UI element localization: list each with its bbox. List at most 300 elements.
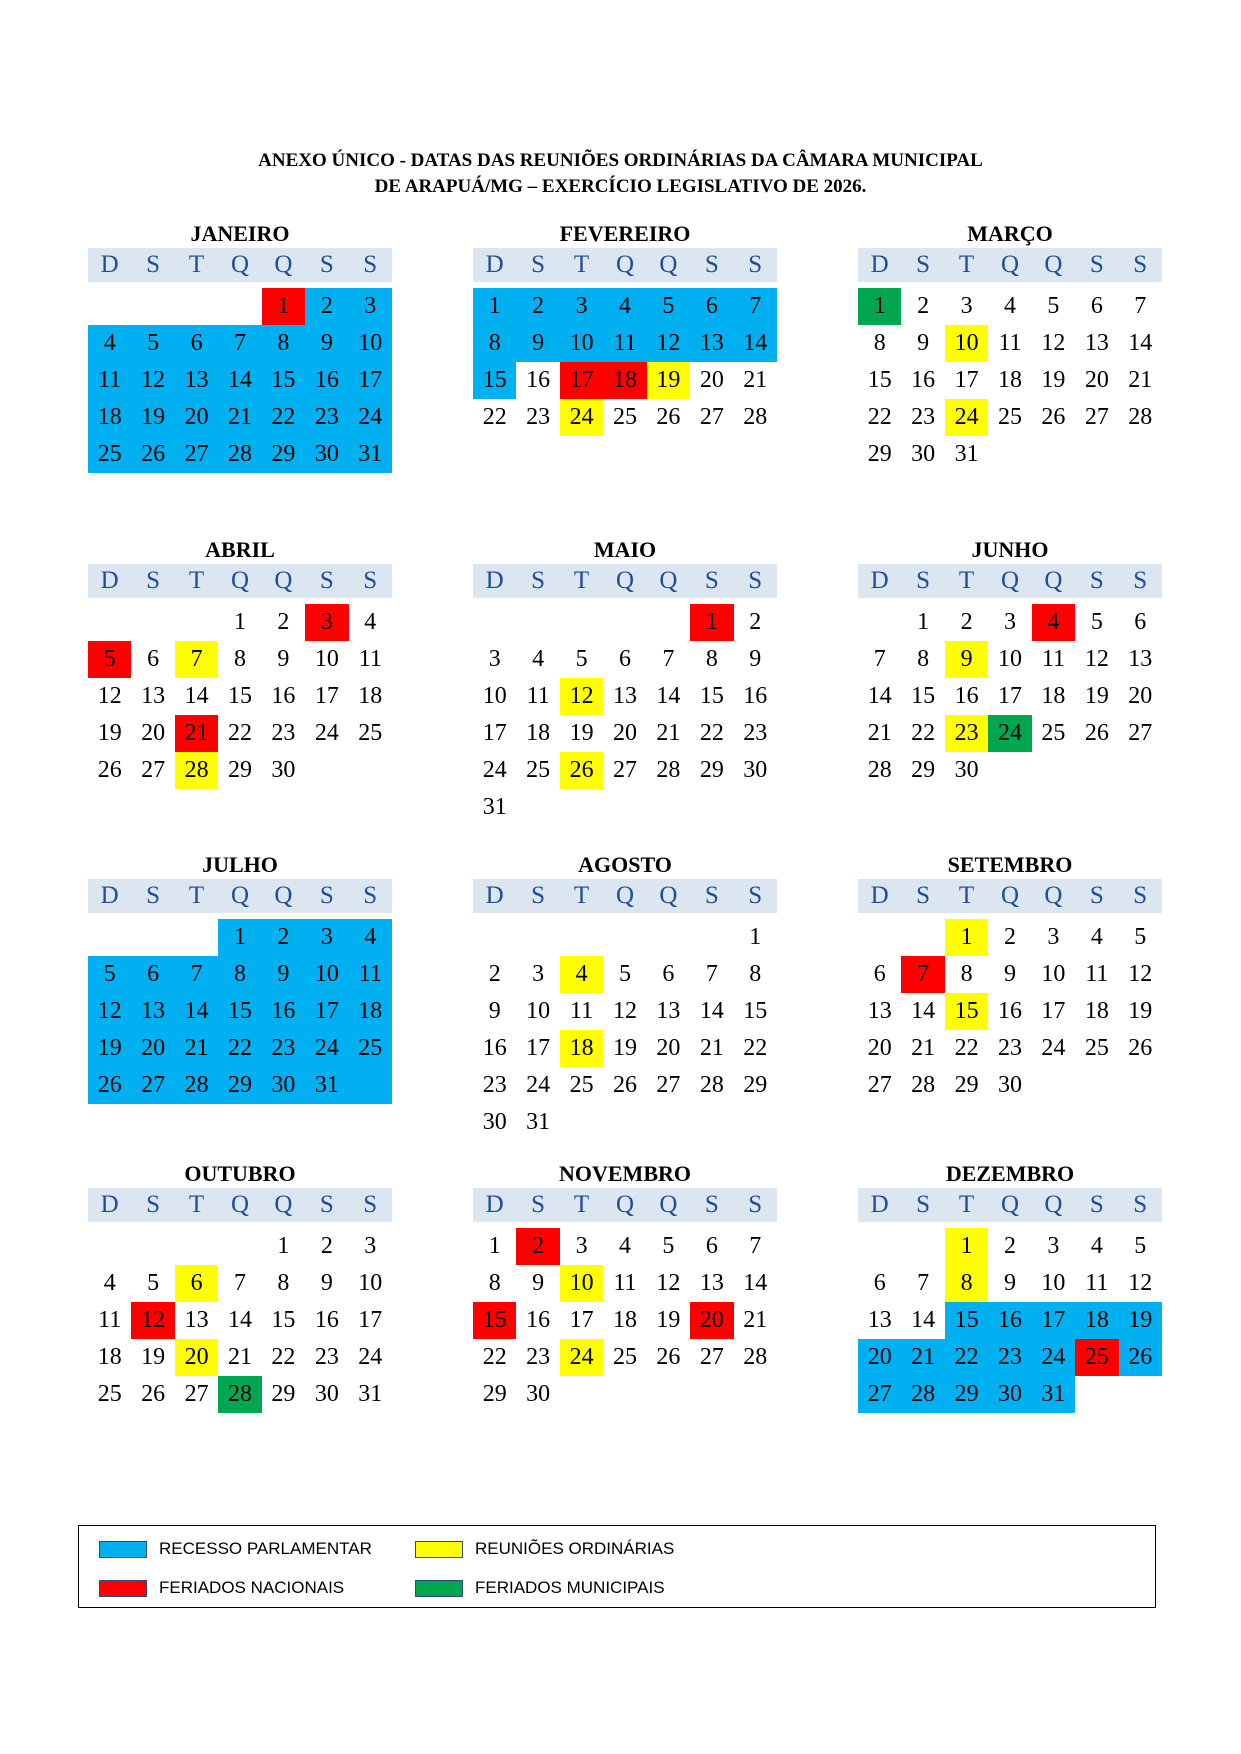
day-cell-recesso: 30 <box>988 1376 1031 1413</box>
day-cell-recesso: 14 <box>734 325 777 362</box>
day-cell-normal: 20 <box>656 1035 681 1061</box>
day-cell-recesso: 29 <box>945 1376 988 1413</box>
legend-swatch-feriado-nacional <box>99 1580 147 1597</box>
day-cell-normal: 2 <box>1003 1233 1016 1259</box>
day-cell-normal: 28 <box>911 1072 936 1098</box>
day-cell-recesso: 6 <box>690 288 733 325</box>
day-cell-normal: 31 <box>482 794 507 820</box>
month-março <box>858 222 1162 492</box>
weekday-header-cell: Q <box>230 251 249 278</box>
day-cell-normal: 20 <box>141 720 166 746</box>
weekday-header <box>88 564 392 598</box>
weekday-header-cell: Q <box>615 882 634 909</box>
day-cell-recesso: 28 <box>175 1067 218 1104</box>
month-setembro <box>858 853 1162 1123</box>
weekday-header-cell: Q <box>230 882 249 909</box>
day-cell-recesso: 31 <box>1032 1376 1075 1413</box>
day-cell-normal: 27 <box>867 1072 892 1098</box>
day-cell-normal: 20 <box>699 367 724 393</box>
day-cell-normal: 6 <box>618 646 631 672</box>
weekday-header <box>88 1188 392 1222</box>
day-cell-normal: 29 <box>743 1072 768 1098</box>
day-cell-recesso: 26 <box>88 1067 131 1104</box>
day-cell-normal: 3 <box>1047 924 1060 950</box>
day-cell-normal: 11 <box>1085 1270 1109 1296</box>
day-cell-normal: 9 <box>1003 1270 1016 1296</box>
day-cell-normal: 21 <box>743 1307 768 1333</box>
day-cell-normal: 25 <box>1084 1035 1109 1061</box>
day-cell-normal: 27 <box>656 1072 681 1098</box>
day-cell-normal: 25 <box>526 757 551 783</box>
day-cell-normal: 6 <box>147 646 160 672</box>
day-cell-feriado-nacional: 1 <box>690 604 733 641</box>
day-cell-normal: 4 <box>103 1270 116 1296</box>
day-cell-normal: 16 <box>997 998 1022 1024</box>
weekday-header <box>88 248 392 282</box>
day-cell-normal: 16 <box>314 1307 339 1333</box>
day-cell-normal: 6 <box>705 1233 718 1259</box>
day-cell-normal: 1 <box>749 924 762 950</box>
day-cell-normal: 19 <box>1084 683 1109 709</box>
day-cell-recesso: 28 <box>218 436 261 473</box>
month-name: JUNHO <box>971 537 1049 562</box>
weekday-header-cell: S <box>146 567 161 594</box>
weekday-header <box>473 1188 777 1222</box>
legend-swatch-reuniao <box>415 1541 463 1558</box>
legend-item-feriado-nacional <box>99 1577 344 1599</box>
day-cell-normal: 26 <box>1128 1035 1153 1061</box>
day-cell-recesso: 12 <box>88 993 131 1030</box>
day-cell-recesso: 7 <box>175 956 218 993</box>
legend-label-recesso: RECESSO PARLAMENTAR <box>159 1539 372 1558</box>
day-cell-recesso: 11 <box>88 362 131 399</box>
day-cell-normal: 17 <box>526 1035 551 1061</box>
day-cell-normal: 18 <box>612 1307 637 1333</box>
day-cell-reuniao: 24 <box>560 1339 603 1376</box>
day-cell-recesso: 4 <box>88 325 131 362</box>
day-cell-normal: 10 <box>997 646 1022 672</box>
day-cell-normal: 11 <box>998 330 1022 356</box>
day-cell-recesso: 27 <box>131 1067 174 1104</box>
day-cell-normal: 17 <box>1041 998 1066 1024</box>
day-cell-normal: 30 <box>911 441 936 467</box>
weekday-header-cell: S <box>748 1191 763 1218</box>
day-cell-normal: 1 <box>233 609 246 635</box>
weekday-header <box>473 248 777 282</box>
month-fevereiro <box>473 222 777 492</box>
day-cell-reuniao: 10 <box>945 325 988 362</box>
day-cell-normal: 24 <box>526 1072 551 1098</box>
weekday-header-cell: Q <box>230 1191 249 1218</box>
day-cell-recesso: 21 <box>175 1030 218 1067</box>
month-name: FEVEREIRO <box>559 221 691 246</box>
weekday-header-cell: S <box>531 567 546 594</box>
day-cell-recesso: 23 <box>988 1339 1031 1376</box>
weekday-header-cell: S <box>1133 1191 1148 1218</box>
day-cell-reuniao: 6 <box>175 1265 218 1302</box>
weekday-header-cell: S <box>146 251 161 278</box>
day-cell-normal: 13 <box>184 1307 209 1333</box>
legend-item-feriado-municipal <box>415 1577 665 1599</box>
legend-label-feriado-nacional: FERIADOS NACIONAIS <box>159 1578 345 1597</box>
day-cell-recesso: 9 <box>305 325 348 362</box>
month-abril <box>88 538 392 808</box>
day-cell-normal: 5 <box>662 1233 675 1259</box>
day-cell-normal: 22 <box>954 1035 979 1061</box>
day-cell-normal: 11 <box>526 683 550 709</box>
day-cell-normal: 10 <box>482 683 507 709</box>
day-cell-normal: 24 <box>482 757 507 783</box>
day-cell-normal: 28 <box>743 404 768 430</box>
day-cell-normal: 9 <box>320 1270 333 1296</box>
day-cell-feriado-nacional: 12 <box>131 1302 174 1339</box>
weekday-header-cell: S <box>363 251 378 278</box>
weekday-header-cell: Q <box>615 567 634 594</box>
day-cell-normal: 5 <box>575 646 588 672</box>
day-cell-normal: 30 <box>997 1072 1022 1098</box>
day-cell-feriado-nacional: 20 <box>690 1302 733 1339</box>
day-cell-normal: 14 <box>867 683 892 709</box>
day-cell-recesso: 5 <box>131 325 174 362</box>
month-maio <box>473 537 777 820</box>
day-cell-normal: 16 <box>911 367 936 393</box>
day-cell-recesso: 17 <box>1032 1302 1075 1339</box>
day-cell-normal: 31 <box>358 1381 383 1407</box>
day-cell-normal: 18 <box>1041 683 1066 709</box>
day-cell-normal: 21 <box>227 1344 252 1370</box>
day-cell-recesso: 12 <box>131 362 174 399</box>
month-dezembro <box>858 1162 1162 1432</box>
day-cell-normal: 29 <box>227 757 252 783</box>
weekday-header-cell: S <box>146 1191 161 1218</box>
day-cell-normal: 1 <box>917 609 930 635</box>
day-cell-normal: 12 <box>656 1270 681 1296</box>
day-cell-normal: 22 <box>911 720 936 746</box>
day-cell-normal: 25 <box>1041 720 1066 746</box>
day-cell-normal: 15 <box>227 683 252 709</box>
day-cell-normal: 21 <box>656 720 681 746</box>
day-cell-normal: 7 <box>1134 293 1147 319</box>
weekday-header-cell: S <box>748 567 763 594</box>
weekday-header-cell: S <box>319 1191 334 1218</box>
day-cell-normal: 30 <box>314 1381 339 1407</box>
day-cell-recesso: 14 <box>175 993 218 1030</box>
day-cell-normal: 2 <box>917 293 930 319</box>
day-cell-recesso: 10 <box>305 956 348 993</box>
weekday-header-cell: D <box>100 567 119 594</box>
day-cell-recesso: 26 <box>1119 1339 1162 1376</box>
legend <box>78 1525 1156 1608</box>
day-cell-reuniao: 26 <box>560 752 603 789</box>
day-cell-normal: 26 <box>97 757 122 783</box>
day-cell-normal: 8 <box>917 646 930 672</box>
day-cell-reuniao: 10 <box>560 1265 603 1302</box>
day-cell-normal: 14 <box>1128 330 1153 356</box>
weekday-header-cell: Q <box>659 882 678 909</box>
day-cell-normal: 27 <box>1084 404 1109 430</box>
day-cell-normal: 26 <box>141 1381 166 1407</box>
weekday-header <box>858 879 1162 913</box>
day-cell-normal: 31 <box>526 1109 551 1135</box>
legend-label-feriado-municipal: FERIADOS MUNICIPAIS <box>475 1578 665 1597</box>
day-cell-normal: 7 <box>873 646 886 672</box>
weekday-header <box>473 879 777 913</box>
day-cell-normal: 24 <box>1041 1035 1066 1061</box>
day-cell-feriado-nacional: 25 <box>1075 1339 1118 1376</box>
day-cell-recesso: 23 <box>262 1030 305 1067</box>
day-cell-normal: 9 <box>277 646 290 672</box>
weekday-header-cell: T <box>958 882 975 909</box>
day-cell-recesso: 3 <box>305 919 348 956</box>
day-cell-normal: 23 <box>911 404 936 430</box>
weekday-header <box>473 564 777 598</box>
weekday-header-cell: D <box>100 1191 119 1218</box>
day-cell-normal: 17 <box>358 1307 383 1333</box>
day-cell-normal: 16 <box>271 683 296 709</box>
month-outubro <box>88 1162 392 1432</box>
day-cell-normal: 10 <box>314 646 339 672</box>
weekday-header-cell: S <box>319 251 334 278</box>
weekday-header-cell: Q <box>230 567 249 594</box>
day-cell-normal: 26 <box>656 404 681 430</box>
day-cell-normal: 5 <box>147 1270 160 1296</box>
day-cell-normal: 3 <box>488 646 501 672</box>
day-cell-recesso: 15 <box>945 1302 988 1339</box>
day-cell-normal: 29 <box>867 441 892 467</box>
day-cell-recesso: 22 <box>945 1339 988 1376</box>
weekday-header-cell: S <box>146 882 161 909</box>
day-cell-reuniao: 24 <box>560 399 603 436</box>
day-cell-normal: 6 <box>1090 293 1103 319</box>
day-cell-normal: 26 <box>1084 720 1109 746</box>
month-name: SETEMBRO <box>947 852 1073 877</box>
day-cell-normal: 6 <box>662 961 675 987</box>
day-cell-recesso: 7 <box>734 288 777 325</box>
weekday-header-cell: S <box>363 567 378 594</box>
day-cell-normal: 28 <box>656 757 681 783</box>
weekday-header-cell: S <box>704 251 719 278</box>
weekday-header-cell: S <box>748 251 763 278</box>
day-cell-normal: 23 <box>482 1072 507 1098</box>
weekday-header-cell: S <box>531 882 546 909</box>
day-cell-normal: 12 <box>1128 961 1153 987</box>
day-cell-recesso: 20 <box>131 1030 174 1067</box>
day-cell-normal: 6 <box>873 1270 886 1296</box>
weekday-header-cell: D <box>485 1191 504 1218</box>
day-cell-normal: 9 <box>917 330 930 356</box>
day-cell-normal: 8 <box>488 1270 501 1296</box>
weekday-header-cell: Q <box>1000 251 1019 278</box>
day-cell-normal: 14 <box>911 1307 936 1333</box>
day-cell-normal: 5 <box>1047 293 1060 319</box>
weekday-header-cell: S <box>748 882 763 909</box>
day-cell-recesso: 23 <box>305 399 348 436</box>
title-line-2: DE ARAPUÁ/MG – EXERCÍCIO LEGISLATIVO DE 2026. <box>374 176 867 197</box>
day-cell-normal: 8 <box>873 330 886 356</box>
day-cell-normal: 8 <box>960 961 973 987</box>
day-cell-normal: 21 <box>699 1035 724 1061</box>
day-cell-normal: 14 <box>227 1307 252 1333</box>
day-cell-recesso: 8 <box>473 325 516 362</box>
day-cell-feriado-nacional: 7 <box>901 956 944 993</box>
day-cell-normal: 27 <box>141 757 166 783</box>
day-cell-feriado-municipal: 1 <box>858 288 901 325</box>
weekday-header-cell: S <box>1133 882 1148 909</box>
month-agosto <box>473 852 777 1135</box>
day-cell-recesso: 27 <box>858 1376 901 1413</box>
weekday-header-cell: T <box>188 251 205 278</box>
weekday-header-cell: S <box>319 567 334 594</box>
day-cell-recesso: 9 <box>516 325 559 362</box>
weekday-header-cell: T <box>958 567 975 594</box>
day-cell-reuniao: 7 <box>175 641 218 678</box>
day-cell-normal: 4 <box>1090 1233 1103 1259</box>
weekday-header-cell: T <box>188 567 205 594</box>
day-cell-normal: 16 <box>482 1035 507 1061</box>
day-cell-normal: 10 <box>358 1270 383 1296</box>
day-cell-normal: 3 <box>1047 1233 1060 1259</box>
day-cell-normal: 18 <box>358 683 383 709</box>
day-cell-normal: 25 <box>358 720 383 746</box>
day-cell-normal: 4 <box>532 646 545 672</box>
day-cell-normal: 18 <box>997 367 1022 393</box>
day-cell-normal: 11 <box>1041 646 1065 672</box>
day-cell-recesso: 1 <box>473 288 516 325</box>
day-cell-recesso: 22 <box>218 1030 261 1067</box>
day-cell-normal: 16 <box>526 1307 551 1333</box>
day-cell-normal: 19 <box>612 1035 637 1061</box>
day-cell-recesso: 13 <box>175 362 218 399</box>
day-cell-normal: 21 <box>743 367 768 393</box>
day-cell-normal: 15 <box>743 998 768 1024</box>
day-cell-recesso: 25 <box>88 436 131 473</box>
weekday-header-cell: S <box>704 1191 719 1218</box>
day-cell-normal: 16 <box>743 683 768 709</box>
day-cell-recesso: 20 <box>175 399 218 436</box>
recesso-fill <box>349 1067 392 1104</box>
day-cell-recesso: 21 <box>218 399 261 436</box>
day-cell-normal: 22 <box>227 720 252 746</box>
day-cell-normal: 23 <box>526 1344 551 1370</box>
day-cell-normal: 29 <box>954 1072 979 1098</box>
day-cell-normal: 22 <box>867 404 892 430</box>
day-cell-normal: 25 <box>612 1344 637 1370</box>
weekday-header-cell: S <box>1089 567 1104 594</box>
day-cell-normal: 25 <box>612 404 637 430</box>
day-cell-normal: 30 <box>482 1109 507 1135</box>
weekday-header-cell: D <box>870 882 889 909</box>
weekday-header-cell: S <box>1089 251 1104 278</box>
day-cell-recesso: 24 <box>305 1030 348 1067</box>
day-cell-normal: 10 <box>1041 1270 1066 1296</box>
day-cell-normal: 30 <box>526 1381 551 1407</box>
weekday-header-cell: T <box>958 251 975 278</box>
month-novembro <box>473 1162 777 1432</box>
month-name: DEZEMBRO <box>945 1161 1075 1186</box>
day-cell-recesso: 19 <box>131 399 174 436</box>
weekday-header-cell: Q <box>1044 567 1063 594</box>
day-cell-normal: 18 <box>97 1344 122 1370</box>
weekday-header-cell: T <box>573 882 590 909</box>
day-cell-feriado-nacional: 4 <box>1032 604 1075 641</box>
day-cell-normal: 25 <box>569 1072 594 1098</box>
day-cell-normal: 3 <box>960 293 973 319</box>
day-cell-recesso: 30 <box>262 1067 305 1104</box>
day-cell-normal: 27 <box>699 404 724 430</box>
day-cell-normal: 7 <box>662 646 675 672</box>
weekday-header-cell: T <box>573 1191 590 1218</box>
day-cell-recesso: 11 <box>603 325 646 362</box>
day-cell-normal: 19 <box>1041 367 1066 393</box>
weekday-header-cell: T <box>958 1191 975 1218</box>
day-cell-recesso: 31 <box>349 436 392 473</box>
day-cell-normal: 22 <box>743 1035 768 1061</box>
day-cell-normal: 5 <box>618 961 631 987</box>
day-cell-reuniao: 1 <box>945 919 988 956</box>
day-cell-normal: 9 <box>1003 961 1016 987</box>
day-cell-normal: 8 <box>705 646 718 672</box>
day-cell-normal: 21 <box>1128 367 1153 393</box>
day-cell-normal: 2 <box>320 1233 333 1259</box>
day-cell-recesso: 30 <box>305 436 348 473</box>
day-cell-normal: 23 <box>271 720 296 746</box>
day-cell-normal: 28 <box>1128 404 1153 430</box>
day-cell-normal: 23 <box>314 1344 339 1370</box>
day-cell-normal: 15 <box>867 367 892 393</box>
day-cell-normal: 17 <box>482 720 507 746</box>
weekday-header-cell: Q <box>1000 567 1019 594</box>
weekday-header-cell: S <box>1133 567 1148 594</box>
day-cell-feriado-nacional: 3 <box>305 604 348 641</box>
weekday-header-cell: D <box>485 567 504 594</box>
day-cell-normal: 15 <box>699 683 724 709</box>
day-cell-recesso: 21 <box>901 1339 944 1376</box>
weekday-header-cell: Q <box>1000 882 1019 909</box>
day-cell-recesso: 1 <box>218 919 261 956</box>
day-cell-normal: 10 <box>526 998 551 1024</box>
day-cell-normal: 20 <box>612 720 637 746</box>
day-cell-recesso: 14 <box>218 362 261 399</box>
day-cell-normal: 7 <box>917 1270 930 1296</box>
day-cell-normal: 24 <box>358 1344 383 1370</box>
day-cell-recesso: 11 <box>349 956 392 993</box>
day-cell-normal: 5 <box>1134 924 1147 950</box>
day-cell-reuniao: 28 <box>175 752 218 789</box>
day-cell-normal: 13 <box>699 1270 724 1296</box>
weekday-header-cell: Q <box>615 251 634 278</box>
day-cell-feriado-nacional: 1 <box>262 288 305 325</box>
day-cell-normal: 22 <box>482 404 507 430</box>
day-cell-recesso: 29 <box>262 436 305 473</box>
day-cell-recesso: 4 <box>349 919 392 956</box>
day-cell-recesso: 2 <box>262 919 305 956</box>
day-cell-normal: 9 <box>488 998 501 1024</box>
day-cell-normal: 13 <box>867 1307 892 1333</box>
weekday-header-cell: S <box>704 882 719 909</box>
day-cell-normal: 14 <box>656 683 681 709</box>
weekday-header-cell: D <box>870 567 889 594</box>
day-cell-normal: 30 <box>954 757 979 783</box>
day-cell-reuniao: 19 <box>647 362 690 399</box>
month-name: MAIO <box>593 537 657 562</box>
weekday-header-cell: S <box>363 882 378 909</box>
weekday-header-cell: Q <box>1044 1191 1063 1218</box>
day-cell-recesso: 9 <box>262 956 305 993</box>
month-name: JANEIRO <box>190 221 290 246</box>
day-cell-normal: 20 <box>1084 367 1109 393</box>
legend-item-reuniao <box>415 1538 674 1560</box>
day-cell-feriado-municipal: 24 <box>988 715 1031 752</box>
